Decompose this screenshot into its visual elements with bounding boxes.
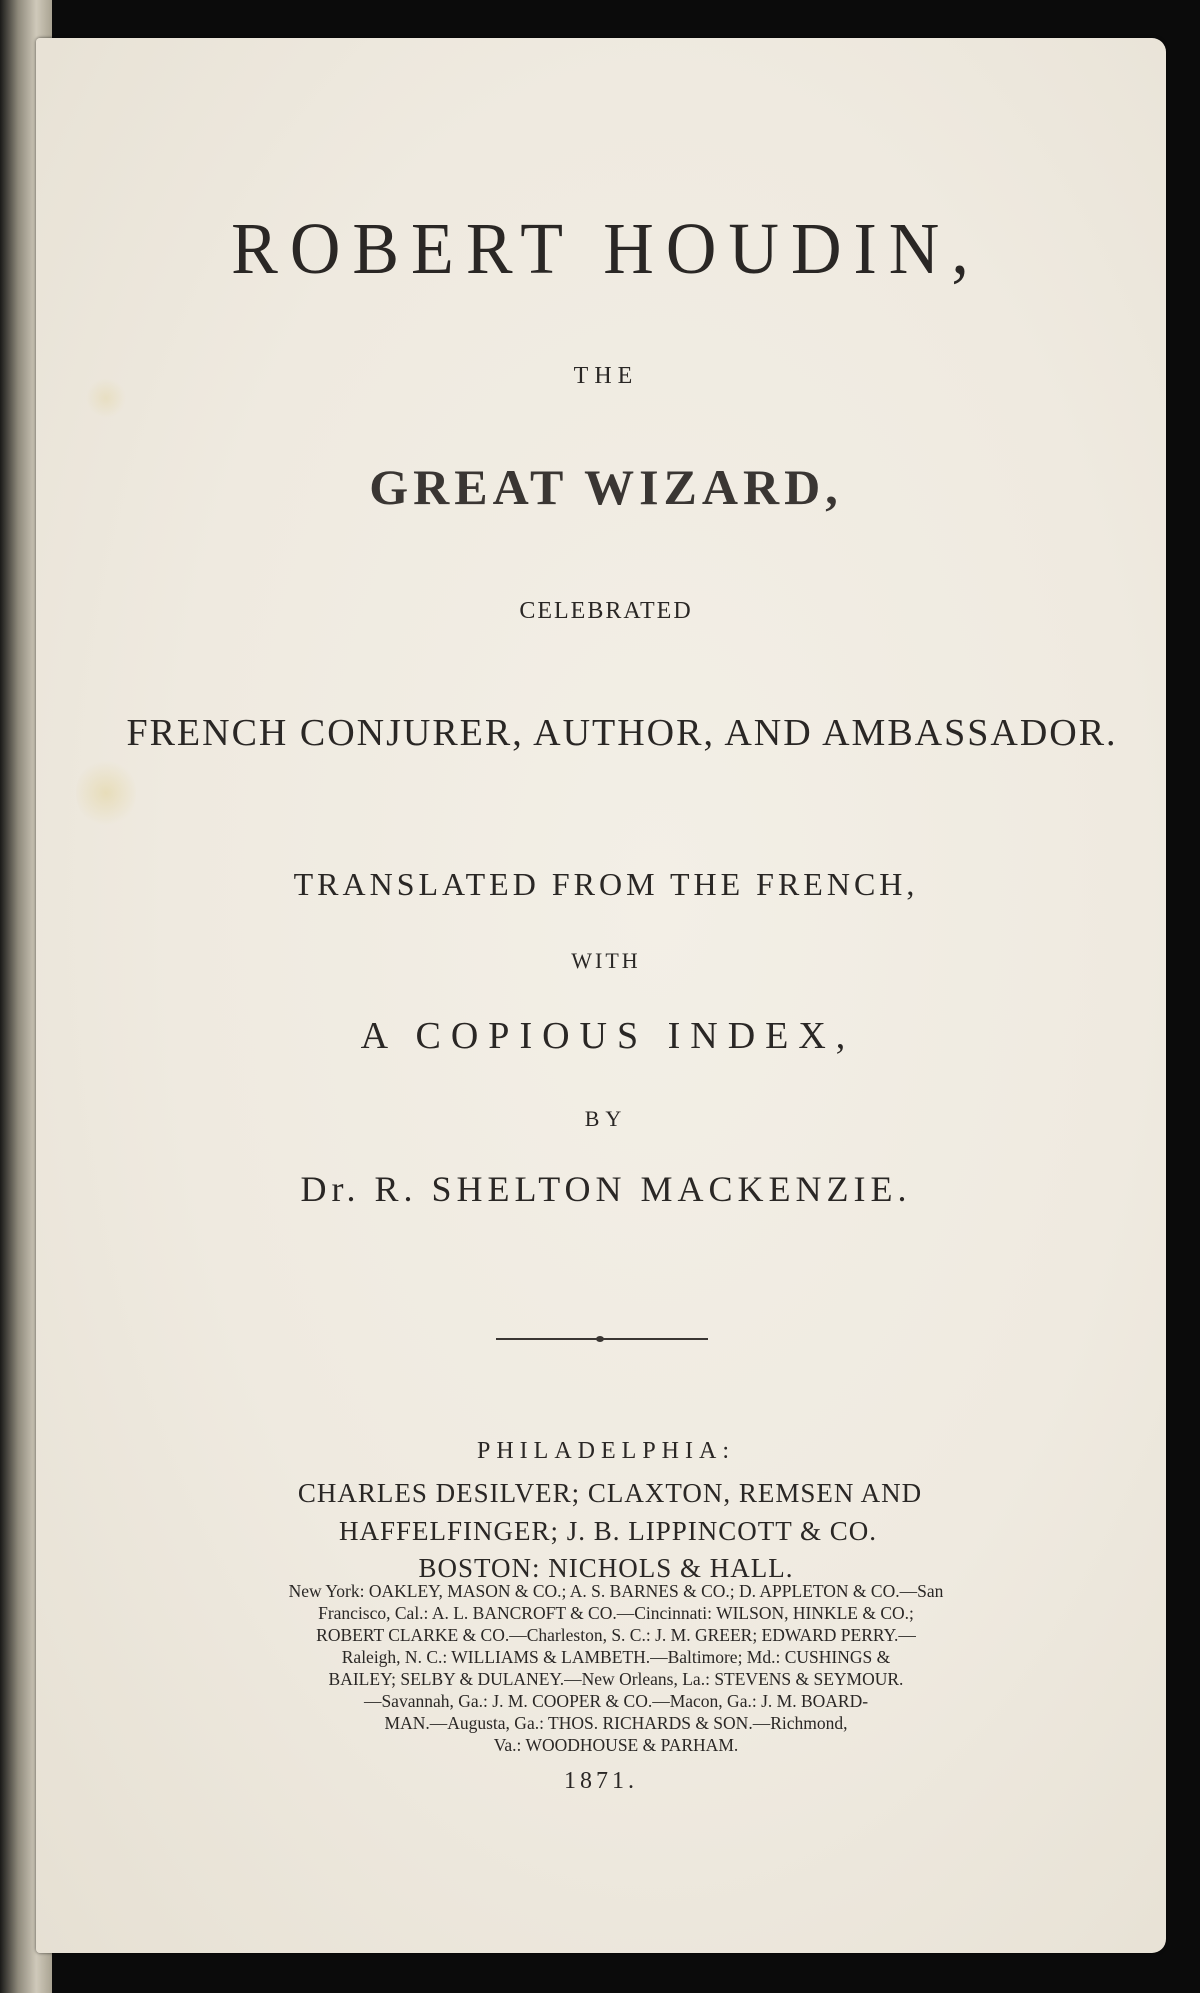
agents-line: BAILEY; SELBY & DULANEY.—New Orleans, La.: STEVENS & SEYMOUR.	[328, 1669, 904, 1689]
publishers-line-1: CHARLES DESILVER; CLAXTON, REMSEN AND	[297, 1478, 923, 1508]
publication-year: 1871.	[564, 1768, 638, 1794]
imprint-city: PHILADELPHIA:	[477, 1438, 735, 1464]
by-label: BY	[584, 1106, 628, 1131]
celebrated-label: CELEBRATED	[519, 598, 693, 624]
agents-line: Va.: WOODHOUSE & PARHAM.	[493, 1735, 739, 1755]
book-description: FRENCH CONJURER, AUTHOR, AND AMBASSADOR.	[126, 712, 1118, 754]
agents-line: —Savannah, Ga.: J. M. COOPER & CO.—Macon, Ga.: J. M. BOARD-	[363, 1691, 869, 1711]
divider-ornament	[596, 1336, 604, 1342]
index-note: A COPIOUS INDEX,	[360, 1015, 856, 1057]
title-page	[36, 38, 1166, 1953]
with-label: WITH	[571, 948, 641, 973]
book-title: ROBERT HOUDIN,	[231, 209, 981, 290]
agents-line: Francisco, Cal.: A. L. BANCROFT & CO.—Cincinnati: WILSON, HINKLE & CO.;	[318, 1603, 914, 1623]
agents-line: New York: OAKLEY, MASON & CO.; A. S. BARNES & CO.; D. APPLETON & CO.—San	[288, 1581, 944, 1601]
agents-line: MAN.—Augusta, Ga.: THOS. RICHARDS & SON.—Richmond,	[384, 1713, 848, 1733]
author-name: Dr. R. SHELTON MACKENZIE.	[300, 1169, 912, 1209]
agents-list	[176, 1580, 1056, 1756]
publishers-line-2: HAFFELFINGER; J. B. LIPPINCOTT & CO.	[338, 1516, 878, 1546]
translation-note: TRANSLATED FROM THE FRENCH,	[293, 866, 919, 902]
book-subtitle: GREAT WIZARD,	[369, 459, 843, 515]
agents-line: Raleigh, N. C.: WILLIAMS & LAMBETH.—Baltimore; Md.: CUSHINGS &	[341, 1647, 891, 1667]
agents-line: ROBERT CLARKE & CO.—Charleston, S. C.: J. M. GREER; EDWARD PERRY.—	[316, 1625, 916, 1645]
foxing-stain	[76, 758, 136, 828]
publishers-line-3: BOSTON: NICHOLS & HALL.	[418, 1553, 794, 1583]
title-article: THE	[573, 363, 639, 389]
